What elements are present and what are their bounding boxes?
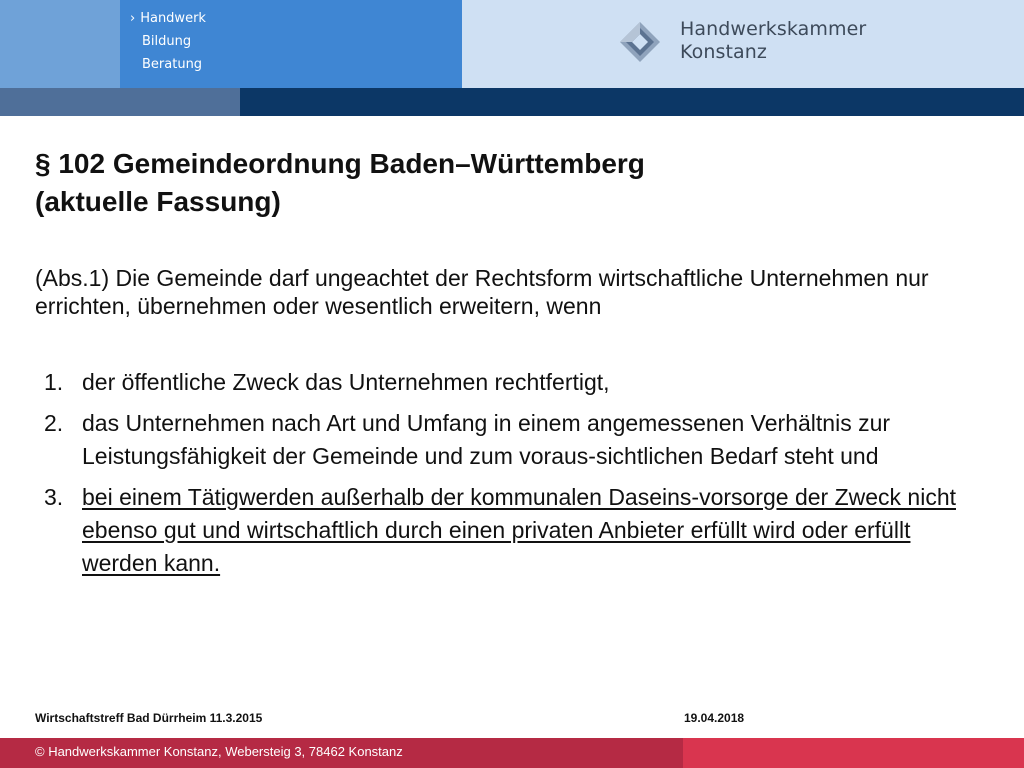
footer-date: 19.04.2018 [684, 711, 745, 725]
list-item-text: der öffentliche Zweck das Unternehmen rechtfertigt, [82, 369, 610, 395]
list-item [44, 366, 984, 399]
intro-paragraph: (Abs.1) Die Gemeinde darf ungeachtet der Rechtsform wirtschaftliche Unternehmen nur errichten, übernehmen oder wesentlich erweitern, wenn [35, 265, 929, 319]
menu-item-bildung[interactable] [142, 35, 191, 48]
menu-item-handwerk[interactable] [130, 12, 206, 25]
logo-wordmark[interactable] [680, 18, 866, 64]
logo-line-2: Konstanz [680, 41, 767, 63]
chevron-right-icon: › [130, 11, 136, 26]
logo-line-1: Handwerkskammer [680, 18, 867, 40]
list-item-text: bei einem Tätigwerden außerhalb der kommunalen Daseins-vorsorge der Zweck nicht ebenso gut und wirtschaftlich durch einen privaten Anbieter erfüllt wird oder erfüllt werden kann. [82, 484, 956, 576]
menu-item-beratung[interactable] [142, 58, 202, 71]
list-item-number: 2. [44, 410, 64, 436]
list-item-number: 3. [44, 484, 64, 510]
list-item-text: das Unternehmen nach Art und Umfang in einem angemessenen Verhältnis zur Leistungsfähigkeit der Gemeinde und zum voraus-sichtlichen Bedarf steht und [82, 410, 891, 469]
menu-item-label: Bildung [142, 34, 192, 49]
header-menu [120, 0, 462, 88]
list-item [44, 481, 984, 580]
header-band-dark [240, 88, 1024, 116]
menu-item-label: Beratung [142, 57, 203, 72]
footer-copyright: © Handwerkskammer Konstanz, Webersteig 3, 78462 Konstanz [35, 744, 403, 759]
slide-title-line-1: § 102 Gemeindeordnung Baden–Württemberg [35, 148, 645, 179]
list-item [44, 407, 984, 473]
header-left-strip [0, 0, 120, 88]
slide-title-line-2: (aktuelle Fassung) [35, 186, 281, 217]
numbered-list [44, 366, 984, 588]
hwk-logo-icon [620, 22, 660, 62]
footer-event: Wirtschaftstreff Bad Dürrheim 11.3.2015 [35, 711, 263, 725]
header-band-light [0, 88, 240, 116]
menu-item-label: Handwerk [140, 11, 206, 26]
footer-bar-right [683, 738, 1024, 768]
list-item-number: 1. [44, 369, 64, 395]
slide-title [35, 145, 645, 221]
